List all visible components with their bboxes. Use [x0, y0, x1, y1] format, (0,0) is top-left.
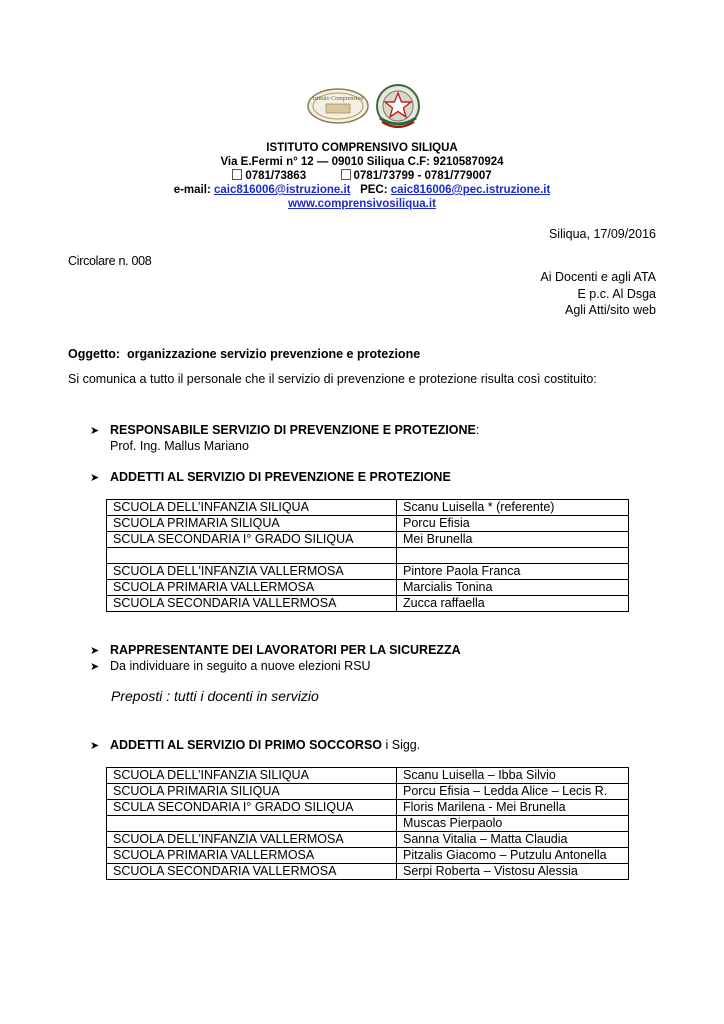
responsabile-name: Prof. Ing. Mallus Mariano [110, 439, 249, 453]
pec-label: PEC: [360, 184, 388, 196]
place-date: Siliqua, 17/09/2016 [548, 227, 656, 241]
staff-cell: Porcu Efisia – Ledda Alice – Lecis R. [397, 784, 629, 800]
section-title: ADDETTI AL SERVIZIO DI PREVENZIONE E PROTEZIONE [110, 470, 451, 484]
table-row [107, 816, 629, 832]
section-suffix: i Sigg. [382, 738, 421, 752]
arrow-bullet-icon: ➤ [90, 740, 100, 752]
table-row [107, 596, 629, 612]
website-line [0, 197, 724, 212]
school-cell: SCULA SECONDARIA I° GRADO SILIQUA [107, 800, 397, 816]
primo-soccorso-table [106, 767, 629, 880]
phone-number: 0781/73863 [245, 170, 307, 182]
preposti-text: Preposti : tutti i docenti in servizio [111, 688, 319, 704]
staff-cell: Scanu Luisella – Ibba Silvio [397, 768, 629, 784]
staff-cell: Muscas Pierpaolo [397, 816, 629, 832]
subject-text: organizzazione servizio prevenzione e protezione [127, 347, 421, 361]
table-row [107, 532, 629, 548]
table-row [107, 800, 629, 816]
school-cell: SCUOLA PRIMARIA VALLERMOSA [107, 580, 397, 596]
email-link[interactable]: caic816006@istruzione.it [213, 184, 351, 196]
staff-cell: Zucca raffaella [397, 596, 629, 612]
recipient-1: Ai Docenti e agli ATA [540, 270, 656, 284]
subject-line [68, 346, 420, 362]
staff-cell: Serpi Roberta – Vistosu Alessia [397, 864, 629, 880]
subject-label: Oggetto: [68, 347, 121, 361]
school-cell: SCUOLA DELL’INFANZIA SILIQUA [107, 500, 397, 516]
school-cell: SCUOLA DELL’INFANZIA SILIQUA [107, 768, 397, 784]
table-row [107, 564, 629, 580]
phone-line [0, 169, 724, 184]
section-primo-soccorso [90, 737, 420, 754]
table-row [107, 548, 629, 564]
fax-icon [341, 169, 351, 180]
header-logos [300, 82, 430, 130]
table-row [107, 848, 629, 864]
table-row [107, 768, 629, 784]
section-title: RAPPRESENTANTE DEI LAVORATORI PER LA SICUREZZA [110, 643, 461, 657]
table-row [107, 864, 629, 880]
section-title: ADDETTI AL SERVIZIO DI PRIMO SOCCORSO [110, 738, 383, 752]
staff-cell: Porcu Efisia [397, 516, 629, 532]
staff-cell [397, 548, 629, 564]
school-cell: SCUOLA SECONDARIA VALLERMOSA [107, 596, 397, 612]
arrow-bullet-icon: ➤ [90, 472, 100, 484]
school-address: Via E.Fermi n° 12 — 09010 Siliqua C.F: 92105870924 [220, 156, 504, 168]
school-cell: SCUOLA PRIMARIA SILIQUA [107, 516, 397, 532]
section-addetti-prevenzione [90, 469, 451, 486]
circular-number: Circolare n. 008 [68, 254, 152, 268]
republic-emblem-icon [377, 85, 419, 127]
recipient-3: Agli Atti/sito web [564, 303, 656, 317]
school-cell: SCUOLA DELL'INFANZIA VALLERMOSA [107, 564, 397, 580]
prevenzione-table [106, 499, 629, 612]
school-cell [107, 816, 397, 832]
section-rappresentante [90, 642, 461, 659]
website-link[interactable]: www.comprensivosiliqua.it [288, 198, 436, 210]
section-title: RESPONSABILE SERVIZIO DI PREVENZIONE E PROTEZIONE [110, 423, 476, 437]
arrow-bullet-icon: ➤ [90, 425, 100, 437]
recipient-2: E p.c. Al Dsga [577, 287, 656, 301]
school-cell: SCUOLA SECONDARIA VALLERMOSA [107, 864, 397, 880]
table-row [107, 580, 629, 596]
staff-cell: Pitzalis Giacomo – Putzulu Antonella [397, 848, 629, 864]
section-responsabile [90, 422, 479, 439]
staff-cell: Marcialis Tonina [397, 580, 629, 596]
staff-cell: Scanu Luisella * (referente) [397, 500, 629, 516]
school-logo-icon [300, 82, 430, 130]
school-cell: SCUOLA DELL'INFANZIA VALLERMOSA [107, 832, 397, 848]
table-row [107, 832, 629, 848]
table-row [107, 500, 629, 516]
email-label: e-mail: [173, 184, 211, 196]
arrow-bullet-icon: ➤ [90, 661, 100, 673]
intro-text: Si comunica a tutto il personale che il servizio di prevenzione e protezione risulta così costituito: [68, 372, 597, 386]
seal-text: Istituto Comprensivo [312, 96, 364, 102]
table-row [107, 516, 629, 532]
table-row [107, 784, 629, 800]
section-suffix: : [475, 423, 480, 437]
rls-note: Da individuare in seguito a nuove elezioni RSU [110, 659, 371, 673]
school-cell: SCUOLA PRIMARIA SILIQUA [107, 784, 397, 800]
rls-note-item [90, 658, 371, 675]
school-cell: SCULA SECONDARIA I° GRADO SILIQUA [107, 532, 397, 548]
school-cell: SCUOLA PRIMARIA VALLERMOSA [107, 848, 397, 864]
pec-link[interactable]: caic816006@pec.istruzione.it [390, 184, 551, 196]
school-name: ISTITUTO COMPRENSIVO SILIQUA [266, 142, 458, 154]
arrow-bullet-icon: ➤ [90, 645, 100, 657]
staff-cell: Floris Marilena - Mei Brunella [397, 800, 629, 816]
staff-cell: Pintore Paola Franca [397, 564, 629, 580]
phone-icon [232, 169, 242, 180]
staff-cell: Mei Brunella [397, 532, 629, 548]
staff-cell: Sanna Vitalia – Matta Claudia [397, 832, 629, 848]
email-line [0, 183, 724, 198]
school-cell [107, 548, 397, 564]
fax-number: 0781/73799 - 0781/779007 [353, 170, 492, 182]
